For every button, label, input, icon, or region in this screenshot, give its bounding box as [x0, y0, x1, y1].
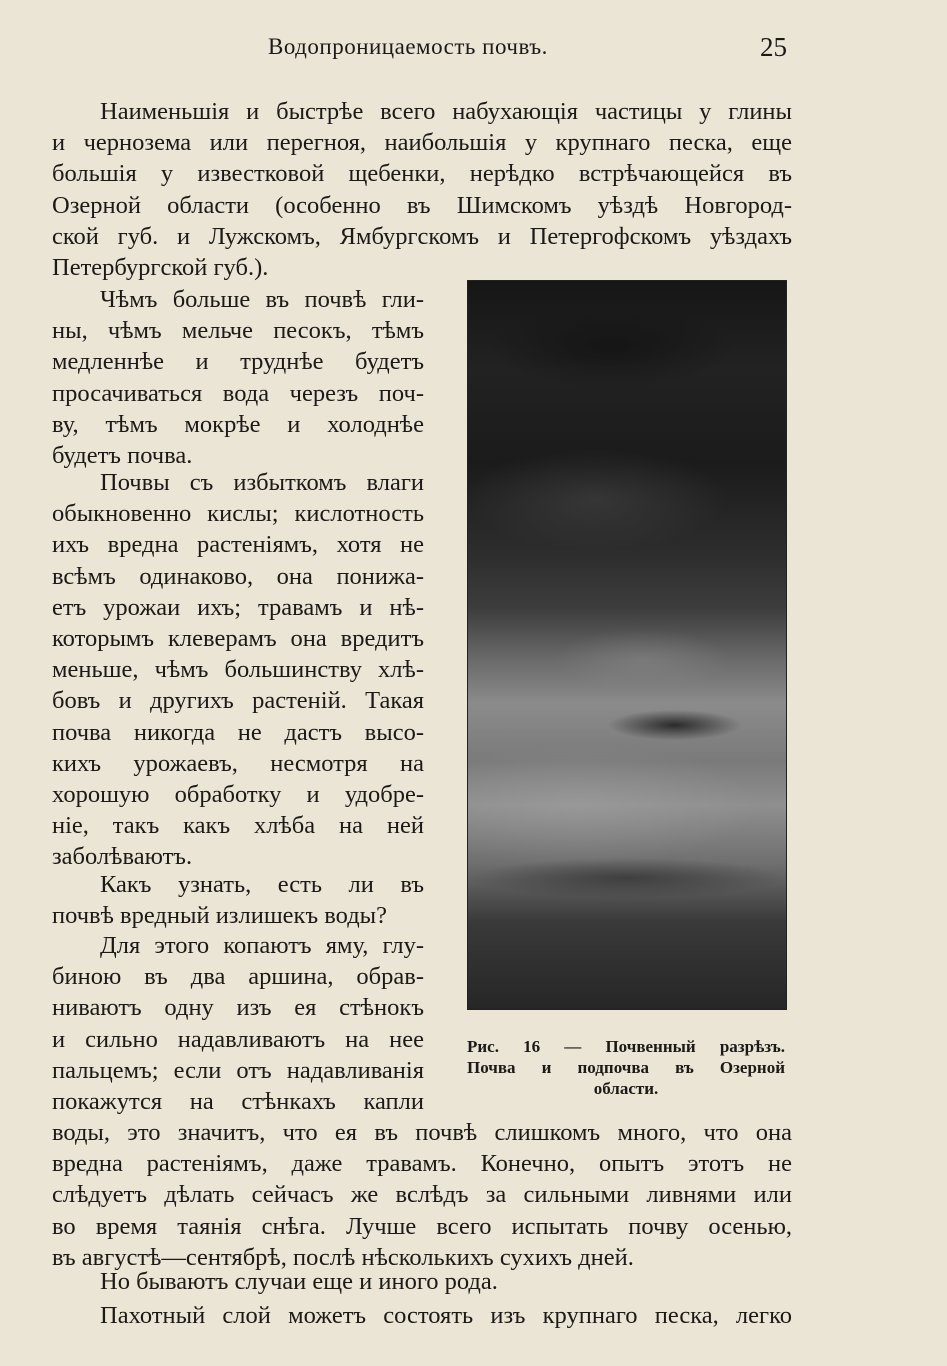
text-line: меньше, чѣмъ большинству хлѣ-: [52, 656, 424, 684]
text-line: заболѣваютъ.: [52, 843, 193, 871]
text-line: Почвы съ избыткомъ влаги: [100, 469, 424, 496]
text-line: и сильно надавливаютъ на нее: [52, 1025, 424, 1053]
text-line: биною въ два аршина, обрав-: [52, 963, 424, 991]
text-line: вредна растеніямъ, даже травамъ. Конечно, опытъ этотъ не: [52, 1150, 792, 1178]
text-line: етъ урожаи ихъ; травамъ и нѣ-: [52, 593, 424, 621]
text-line: Петербургской губ.).: [52, 254, 269, 282]
text-line: просачиваться вода черезъ поч-: [52, 379, 424, 407]
figure-caption: [467, 1036, 785, 1099]
text-line: ніе, такъ какъ хлѣба на ней: [52, 812, 424, 840]
text-line: Пахотный слой можетъ состоять изъ крупнаго песка, легко: [100, 1302, 792, 1329]
text-line: бовъ и другихъ растеній. Такая: [52, 687, 424, 715]
paragraph-other-cases: [52, 1266, 792, 1297]
text-line: медленнѣе и труднѣе будетъ: [52, 348, 424, 376]
text-line: ны, чѣмъ мельче песокъ, тѣмъ: [52, 317, 424, 345]
text-line: хорошую обработку и удобре-: [52, 781, 424, 809]
text-line: Какъ узнать, есть ли въ: [100, 871, 424, 898]
paragraph-acidity: [52, 467, 424, 873]
text-line: почвѣ вредный излишекъ воды?: [52, 902, 387, 930]
paragraph-clay: [52, 284, 424, 471]
text-line: большія у известковой щебенки, нерѣдко встрѣчающейся въ: [52, 160, 792, 188]
text-line: обыкновенно кислы; кислотность: [52, 500, 424, 528]
text-line: всѣмъ одинаково, она понижа-: [52, 562, 424, 590]
text-line: ву, тѣмъ мокрѣе и холоднѣе: [52, 410, 424, 438]
text-line: ниваютъ одну изъ ея стѣнокъ: [52, 994, 424, 1022]
soil-profile-photo: [467, 280, 787, 1010]
paragraph-question: [52, 869, 424, 931]
text-line: Озерной области (особенно въ Шимскомъ уѣздѣ Новгород-: [52, 191, 792, 219]
text-line: въ августѣ—сентябрѣ, послѣ нѣсколькихъ сухихъ дней.: [52, 1243, 634, 1271]
caption-line: области.: [593, 1079, 659, 1098]
text-line: Для этого копаютъ яму, глу-: [100, 932, 424, 959]
paragraph-particles: [52, 96, 792, 283]
text-line: ихъ вредна растеніямъ, хотя не: [52, 531, 424, 559]
text-line: кихъ урожаевъ, несмотря на: [52, 749, 424, 777]
caption-line: Рис. 16 — Почвенный разрѣзъ.: [467, 1037, 785, 1056]
paragraph-arable-layer: [52, 1300, 792, 1331]
paragraph-method-continued: [52, 1117, 792, 1273]
text-line: которымъ клеверамъ она вредитъ: [52, 625, 424, 653]
text-line: покажутся на стѣнкахъ капли: [52, 1088, 424, 1116]
text-line: слѣдуетъ дѣлать сейчасъ же вслѣдъ за сильными ливнями или: [52, 1181, 792, 1209]
running-title: Водопроницаемость почвъ.: [268, 34, 548, 59]
text-line: во время таянія снѣга. Лучше всего испытать почву осенью,: [52, 1212, 792, 1240]
text-line: Чѣмъ больше въ почвѣ гли-: [100, 286, 424, 313]
text-line: воды, это значитъ, что ея въ почвѣ слишкомъ много, что она: [52, 1119, 792, 1146]
text-line: ской губ. и Лужскомъ, Ямбургскомъ и Петергофскомъ уѣздахъ: [52, 222, 792, 250]
text-line: почва никогда не дастъ высо-: [52, 718, 424, 746]
text-line: пальцемъ; если отъ надавливанія: [52, 1056, 424, 1084]
paragraph-method: [52, 930, 424, 1117]
caption-line: Почва и подпочва въ Озерной: [467, 1058, 785, 1077]
text-line: и чернозема или перегноя, наибольшія у крупнаго песка, еще: [52, 129, 792, 157]
text-line: Но бываютъ случаи еще и иного рода.: [100, 1268, 498, 1295]
text-line: Наименьшія и быстрѣе всего набухающія частицы у глины: [100, 98, 792, 125]
page-number: 25: [760, 32, 787, 62]
text-line: будетъ почва.: [52, 442, 193, 470]
